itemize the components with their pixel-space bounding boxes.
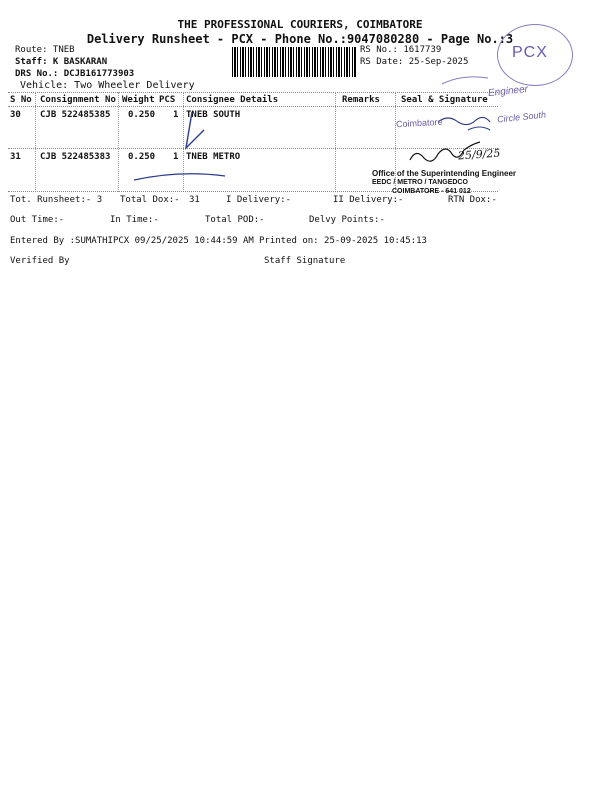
entered-by: Entered By :SUMATHIPCX 09/25/2025 10:44:59 AM xyxy=(10,236,254,246)
i-delivery: I Delivery:- xyxy=(226,195,292,205)
staff-label: Staff: K BASKARAN xyxy=(15,57,108,67)
col-weight: Weight xyxy=(122,95,155,105)
stamp2-line1: Office of the Superintending Engineer xyxy=(372,169,517,178)
total-dox-label: Total Dox:- xyxy=(120,195,180,205)
in-time: In Time:- xyxy=(110,215,159,225)
col-consignee: Consignee Details xyxy=(186,95,279,105)
row-weight: 0.250 xyxy=(128,110,156,120)
col-pcs: PCS xyxy=(159,95,176,105)
rtn-dox: RTN Dox:- xyxy=(448,195,497,205)
col-sno: S No xyxy=(10,95,32,105)
row-consignment: CJB 522485385 xyxy=(40,110,111,120)
rs-number: RS No.: 1617739 xyxy=(360,45,442,55)
runsheet-title: Delivery Runsheet - PCX - Phone No.:9047080280 - Page No.:3 xyxy=(86,32,514,46)
total-pod: Total POD:- xyxy=(205,215,265,225)
row-sno: 31 xyxy=(10,152,21,162)
col-consignment: Consignment No xyxy=(40,95,116,105)
drs-number: DRS No.: DCJB161773903 xyxy=(15,69,135,79)
tot-runsheet: Tot. Runsheet:- 3 xyxy=(10,195,103,205)
row-pcs: 1 xyxy=(173,110,179,120)
col-remarks: Remarks xyxy=(342,95,380,105)
stamp1-line3: Circle South xyxy=(496,109,547,125)
staff-signature: Staff Signature xyxy=(264,256,346,266)
stamp1-line2: Coimbatore xyxy=(395,116,443,130)
stamp1-line1: Engineer xyxy=(487,83,529,100)
row-consignee: TNEB SOUTH xyxy=(186,110,241,120)
pen-stroke xyxy=(134,174,225,180)
out-time: Out Time:- xyxy=(10,215,65,225)
row-consignment: CJB 522485383 xyxy=(40,152,111,162)
ii-delivery: II Delivery:- xyxy=(333,195,404,205)
stamp2-line2: EEDC / METRO / TANGEDCO xyxy=(372,179,468,186)
row-consignee: TNEB METRO xyxy=(186,152,241,162)
signature-1 xyxy=(438,117,490,130)
stamp-mark xyxy=(442,77,488,84)
handwritten-date: 25/9/25 xyxy=(457,146,501,163)
printed-on: Printed on: 25-09-2025 10:45:13 xyxy=(259,236,427,246)
tick-mark xyxy=(186,112,204,148)
row-sno: 30 xyxy=(10,110,21,120)
vehicle-label: Vehicle: Two Wheeler Delivery xyxy=(20,80,195,91)
row-weight: 0.250 xyxy=(128,152,156,162)
delvy-points: Delvy Points:- xyxy=(309,215,385,225)
stamp2-line3: COIMBATORE - 641 012 xyxy=(392,188,471,195)
total-dox-count: 31 xyxy=(189,195,200,205)
row-pcs: 1 xyxy=(173,152,179,162)
rs-date: RS Date: 25-Sep-2025 xyxy=(360,57,469,67)
col-seal: Seal & Signature xyxy=(401,95,488,105)
verified-by: Verified By xyxy=(10,256,70,266)
pcx-stamp-text: PCX xyxy=(512,44,548,61)
company-name: THE PROFESSIONAL COURIERS, COIMBATORE xyxy=(177,18,423,31)
route-label: Route: TNEB xyxy=(15,45,75,55)
